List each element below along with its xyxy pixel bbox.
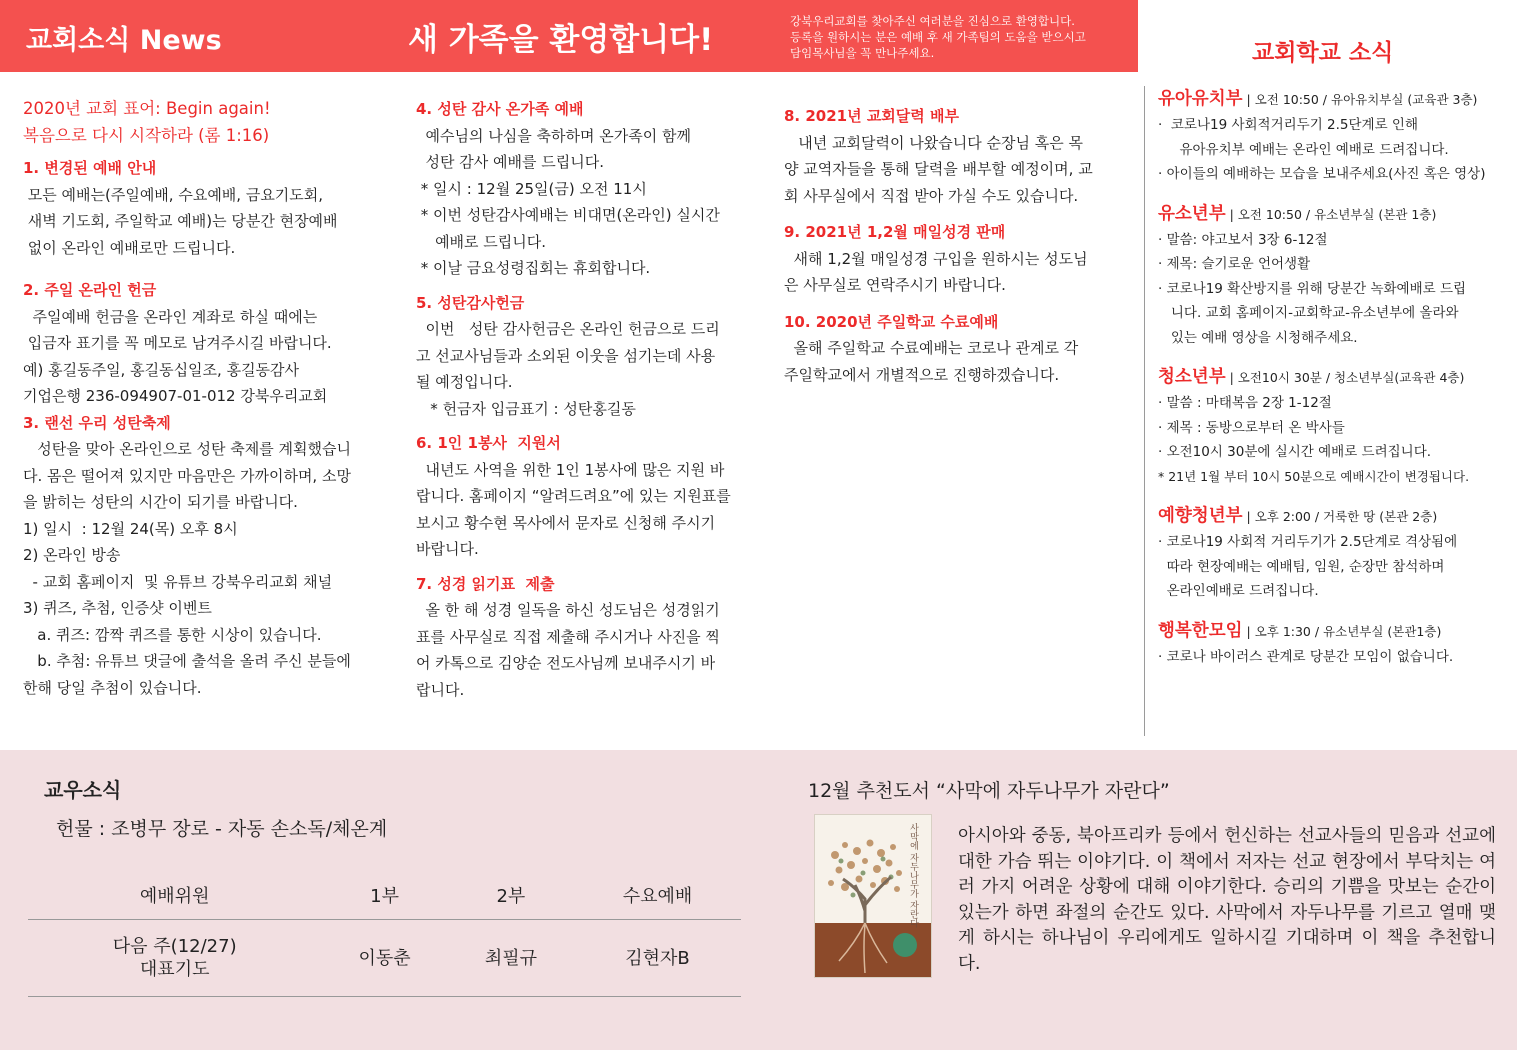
dept-info: | 오후 1:30 / 유소년부실 (본관1층) xyxy=(1242,623,1442,639)
news-item-line: * 일시 : 12월 25일(금) 오전 11시 xyxy=(416,179,647,198)
news-column-3 xyxy=(784,103,1124,388)
news-item-line: 올 한 해 성경 일독을 하신 성도님은 성경읽기 xyxy=(416,601,720,619)
news-item-line: - 교회 홈페이지 및 유튜브 강북우리교회 채널 xyxy=(23,572,333,591)
dept-block-preschool xyxy=(1158,86,1513,187)
motto-line: 2020년 교회 표어: Begin again! xyxy=(23,99,271,118)
news-item-title: 7. 성경 읽기표 제출 xyxy=(416,574,555,593)
members-news-title: 교우소식 xyxy=(44,778,122,802)
table-cell: 이동춘 xyxy=(321,920,447,997)
news-item-line: 기업은행 236-094907-01-012 강북우리교회 xyxy=(23,387,328,405)
school-news-column xyxy=(1158,86,1513,683)
news-item-line: 없이 온라인 예배로만 드립니다. xyxy=(23,238,236,257)
book-cover-image xyxy=(814,814,932,978)
welcome-subtext-line: 강북우리교회를 찾아주신 여러분을 진심으로 환영합니다. xyxy=(790,14,1075,28)
news-item-line: 내년 교회달력이 나왔습니다 순장님 혹은 목 xyxy=(784,133,1083,152)
news-item-line: * 이번 성탄감사예배는 비대면(온라인) 실시간 xyxy=(416,206,720,224)
news-item-title: 1. 변경된 예배 안내 xyxy=(23,159,157,177)
table-header-cell: 수요예배 xyxy=(574,870,741,920)
news-item-line: 표를 사무실로 직접 제출해 주시거나 사진을 찍 xyxy=(416,627,720,646)
news-item-title: 6. 1인 1봉사 지원서 xyxy=(416,434,561,452)
header-banner xyxy=(0,0,1138,72)
news-item-line: * 이날 금요성령집회는 휴회합니다. xyxy=(416,259,651,277)
news-item-line: b. 추첨: 유튜브 댓글에 출석을 올려 주신 분들에 xyxy=(23,652,351,670)
school-news-title: 교회학교 소식 xyxy=(1252,40,1394,66)
book-cover-title: 사막에 자두나무가 자란다 xyxy=(908,823,918,928)
news-item-line: 3) 퀴즈, 추첨, 인증샷 이벤트 xyxy=(23,599,212,617)
news-item-line: 주일학교에서 개별적으로 진행하겠습니다. xyxy=(784,365,1060,384)
dept-line: · 코로나 바이러스 관계로 당분간 모임이 없습니다. xyxy=(1158,648,1454,665)
dept-line: · 아이들의 예배하는 모습을 보내주세요(사진 혹은 영상) xyxy=(1158,166,1486,182)
dept-info: | 오전 10:50 / 유소년부실 (본관 1층) xyxy=(1225,206,1437,222)
dept-info: | 오전10시 30분 / 청소년부실(교육관 4층) xyxy=(1225,370,1465,385)
news-item-line: 한해 당일 추첨이 있습니다. xyxy=(23,678,202,697)
news-item-line: 을 밝히는 성탄의 시간이 되기를 바랍니다. xyxy=(23,493,298,511)
dept-line: 니다. 교회 홈페이지-교회학교-유소년부에 올라와 xyxy=(1158,305,1459,321)
news-item-line: * 헌금자 입금표기 : 성탄홍길동 xyxy=(416,399,636,418)
news-item-line: 어 카톡으로 김양순 전도사님께 보내주시기 바 xyxy=(416,654,716,672)
news-item-line: 이번 성탄 감사헌금은 온라인 헌금으로 드리 xyxy=(416,320,720,338)
service-roster-table xyxy=(28,870,741,997)
welcome-subtext xyxy=(790,13,1125,61)
news-item-line: 새벽 기도회, 주일학교 예배)는 당분간 현장예배 xyxy=(23,212,338,230)
bottom-section xyxy=(0,750,1517,1050)
dept-line: · 코로나19 확산방지를 위해 당분간 녹화예배로 드립 xyxy=(1158,280,1467,297)
dept-info: | 오후 2:00 / 거룩한 땅 (본관 2층) xyxy=(1242,509,1438,524)
table-header-cell: 1부 xyxy=(321,870,447,920)
news-item-line: 성탄을 맞아 온라인으로 성탄 축제를 계획했습니 xyxy=(23,440,351,458)
news-item-line: 랍니다. 홈페이지 “알려드려요”에 있는 지원표를 xyxy=(416,487,731,505)
book-description: 아시아와 중동, 북아프리카 등에서 헌신하는 선교사들의 믿음과 선교에 대한 가슴 뛰는 이야기다. 이 책에서 저자는 선교 현장에서 부닥치는 여러 가지 어려운 상황에 대해 이야기한다. 승리의 기쁨을 맛보는 순간이 있는가 하면 좌절의 순간도 있다. 사막에서 자두나무를 기르고 열매 맺게 하시는 하나님이 우리에게도 일하시길 기대하며 이 책을 추천합니다. xyxy=(958,826,1496,974)
news-item-line: 내년도 사역을 위한 1인 1봉사에 많은 지원 바 xyxy=(416,460,725,479)
news-item-line: 예수님의 나심을 축하하며 온가족이 함께 xyxy=(416,126,691,145)
book-recommendation-title: 12월 추천도서 “사막에 자두나무가 자란다” xyxy=(808,780,1170,802)
table-header-cell: 예배위원 xyxy=(28,870,321,920)
news-item-title: 4. 성탄 감사 온가족 예배 xyxy=(416,100,584,118)
dept-line: · 코로나19 사회적거리두기 2.5단계로 인해 xyxy=(1158,117,1419,133)
page-title: 교회소식 News xyxy=(26,25,222,56)
news-item-line: a. 퀴즈: 깜짝 퀴즈를 통한 시상이 있습니다. xyxy=(23,625,322,644)
dept-block-youth xyxy=(1158,364,1513,489)
dept-info: | 오전 10:50 / 유아유치부실 (교육관 3층) xyxy=(1242,92,1478,107)
table-row xyxy=(28,920,741,997)
news-item-line: 주일예배 헌금을 온라인 계좌로 하실 때에는 xyxy=(23,307,318,326)
dept-name: 유소년부 xyxy=(1158,203,1226,224)
dept-line: 따라 현장예배는 예배팀, 임원, 순장만 참석하며 xyxy=(1158,558,1445,575)
welcome-heading: 새 가족을 환영합니다! xyxy=(408,22,714,58)
dept-line: · 말씀 : 마태복음 2장 1-12절 xyxy=(1158,395,1332,411)
news-item-line: 은 사무실로 연락주시기 바랍니다. xyxy=(784,276,1006,294)
dept-name: 청소년부 xyxy=(1158,367,1226,387)
dept-block-young-adults xyxy=(1158,503,1513,604)
table-header-cell: 2부 xyxy=(448,870,574,920)
news-item-line: 예배로 드립니다. xyxy=(416,232,547,251)
news-item-line: 새해 1,2월 매일성경 구입을 원하시는 성도님 xyxy=(784,249,1088,268)
welcome-subtext-line: 등록을 원하시는 분은 예배 후 새 가족팀의 도움을 받으시고 xyxy=(790,30,1086,44)
table-cell: 김현자B xyxy=(574,920,741,997)
dept-line: * 21년 1월 부터 10시 50분으로 예배시간이 변경됩니다. xyxy=(1158,468,1470,484)
table-row-label xyxy=(28,920,321,997)
news-item-line: 고 선교사님들과 소외된 이웃을 섬기는데 사용 xyxy=(416,346,716,365)
row-label-line: 다음 주(12/27) xyxy=(112,936,237,957)
news-item-line: 올해 주일학교 수료예배는 코로나 관계로 각 xyxy=(784,339,1079,357)
welcome-subtext-line: 담임목사님을 꼭 만나주세요. xyxy=(790,46,935,60)
tree-illustration xyxy=(815,815,931,977)
donation-note: 헌물 : 조병무 장로 - 자동 손소독/체온계 xyxy=(56,818,388,840)
news-item-line: 될 예정입니다. xyxy=(416,373,513,391)
column-divider xyxy=(1144,86,1145,736)
dept-name: 예향청년부 xyxy=(1158,506,1243,526)
news-item-line: 회 사무실에서 직접 받아 가실 수도 있습니다. xyxy=(784,186,1079,205)
dept-line: 유아유치부 예배는 온라인 예배로 드려집니다. xyxy=(1158,141,1449,158)
dept-line: · 코로나19 사회적 거리두기가 2.5단계로 격상됨에 xyxy=(1158,534,1458,550)
dept-name: 유아유치부 xyxy=(1158,89,1243,109)
dept-block-happy-group xyxy=(1158,618,1513,670)
news-item-title: 9. 2021년 1,2월 매일성경 판매 xyxy=(784,223,1006,241)
table-cell: 최필규 xyxy=(448,920,574,997)
news-column-1 xyxy=(23,96,393,701)
dept-line: · 말씀: 야고보서 3장 6-12절 xyxy=(1158,231,1328,248)
motto-line: 복음으로 다시 시작하라 (롬 1:16) xyxy=(23,125,270,145)
news-item-title: 3. 랜선 우리 성탄축제 xyxy=(23,413,171,432)
news-item-line: 1) 일시 : 12월 24(목) 오후 8시 xyxy=(23,519,238,538)
news-item-line: 다. 몸은 떨어져 있지만 마음만은 가까이하며, 소망 xyxy=(23,466,351,485)
dept-line: · 제목: 슬기로운 언어생활 xyxy=(1158,256,1311,272)
news-item-line: 바랍니다. xyxy=(416,540,479,558)
news-item-title: 10. 2020년 주일학교 수료예배 xyxy=(784,312,999,331)
dept-line: 온라인예배로 드려집니다. xyxy=(1158,583,1319,599)
dept-line: · 오전10시 30분에 실시간 예배로 드려집니다. xyxy=(1158,444,1432,460)
news-item-title: 2. 주일 온라인 헌금 xyxy=(23,281,157,299)
news-item-line: 랍니다. xyxy=(416,680,465,699)
dept-line: 있는 예배 영상을 시청해주세요. xyxy=(1158,329,1358,346)
dept-line: · 제목 : 동방으로부터 온 박사들 xyxy=(1158,419,1345,436)
news-item-line: 입금자 표기를 꼭 메모로 남겨주시길 바랍니다. xyxy=(23,334,332,352)
news-item-title: 5. 성탄감사헌금 xyxy=(416,293,525,312)
news-item-title: 8. 2021년 교회달력 배부 xyxy=(784,107,959,125)
row-label-line: 대표기도 xyxy=(139,959,210,980)
news-item-line: 예) 홍길동주일, 홍길동십일조, 홍길동감사 xyxy=(23,360,300,379)
news-column-2 xyxy=(416,96,758,703)
news-item-line: 보시고 황수현 목사에서 문자로 신청해 주시기 xyxy=(416,513,716,532)
dept-block-children xyxy=(1158,201,1513,351)
news-item-line: 모든 예배는(주일예배, 수요예배, 금요기도회, xyxy=(23,185,324,204)
dept-name: 행복한모임 xyxy=(1158,620,1243,641)
table-header-row xyxy=(28,870,741,920)
news-item-line: 2) 온라인 방송 xyxy=(23,546,121,564)
news-item-line: 성탄 감사 예배를 드립니다. xyxy=(416,153,604,171)
news-item-line: 양 교역자들을 통해 달력을 배부할 예정이며, 교 xyxy=(784,160,1093,178)
